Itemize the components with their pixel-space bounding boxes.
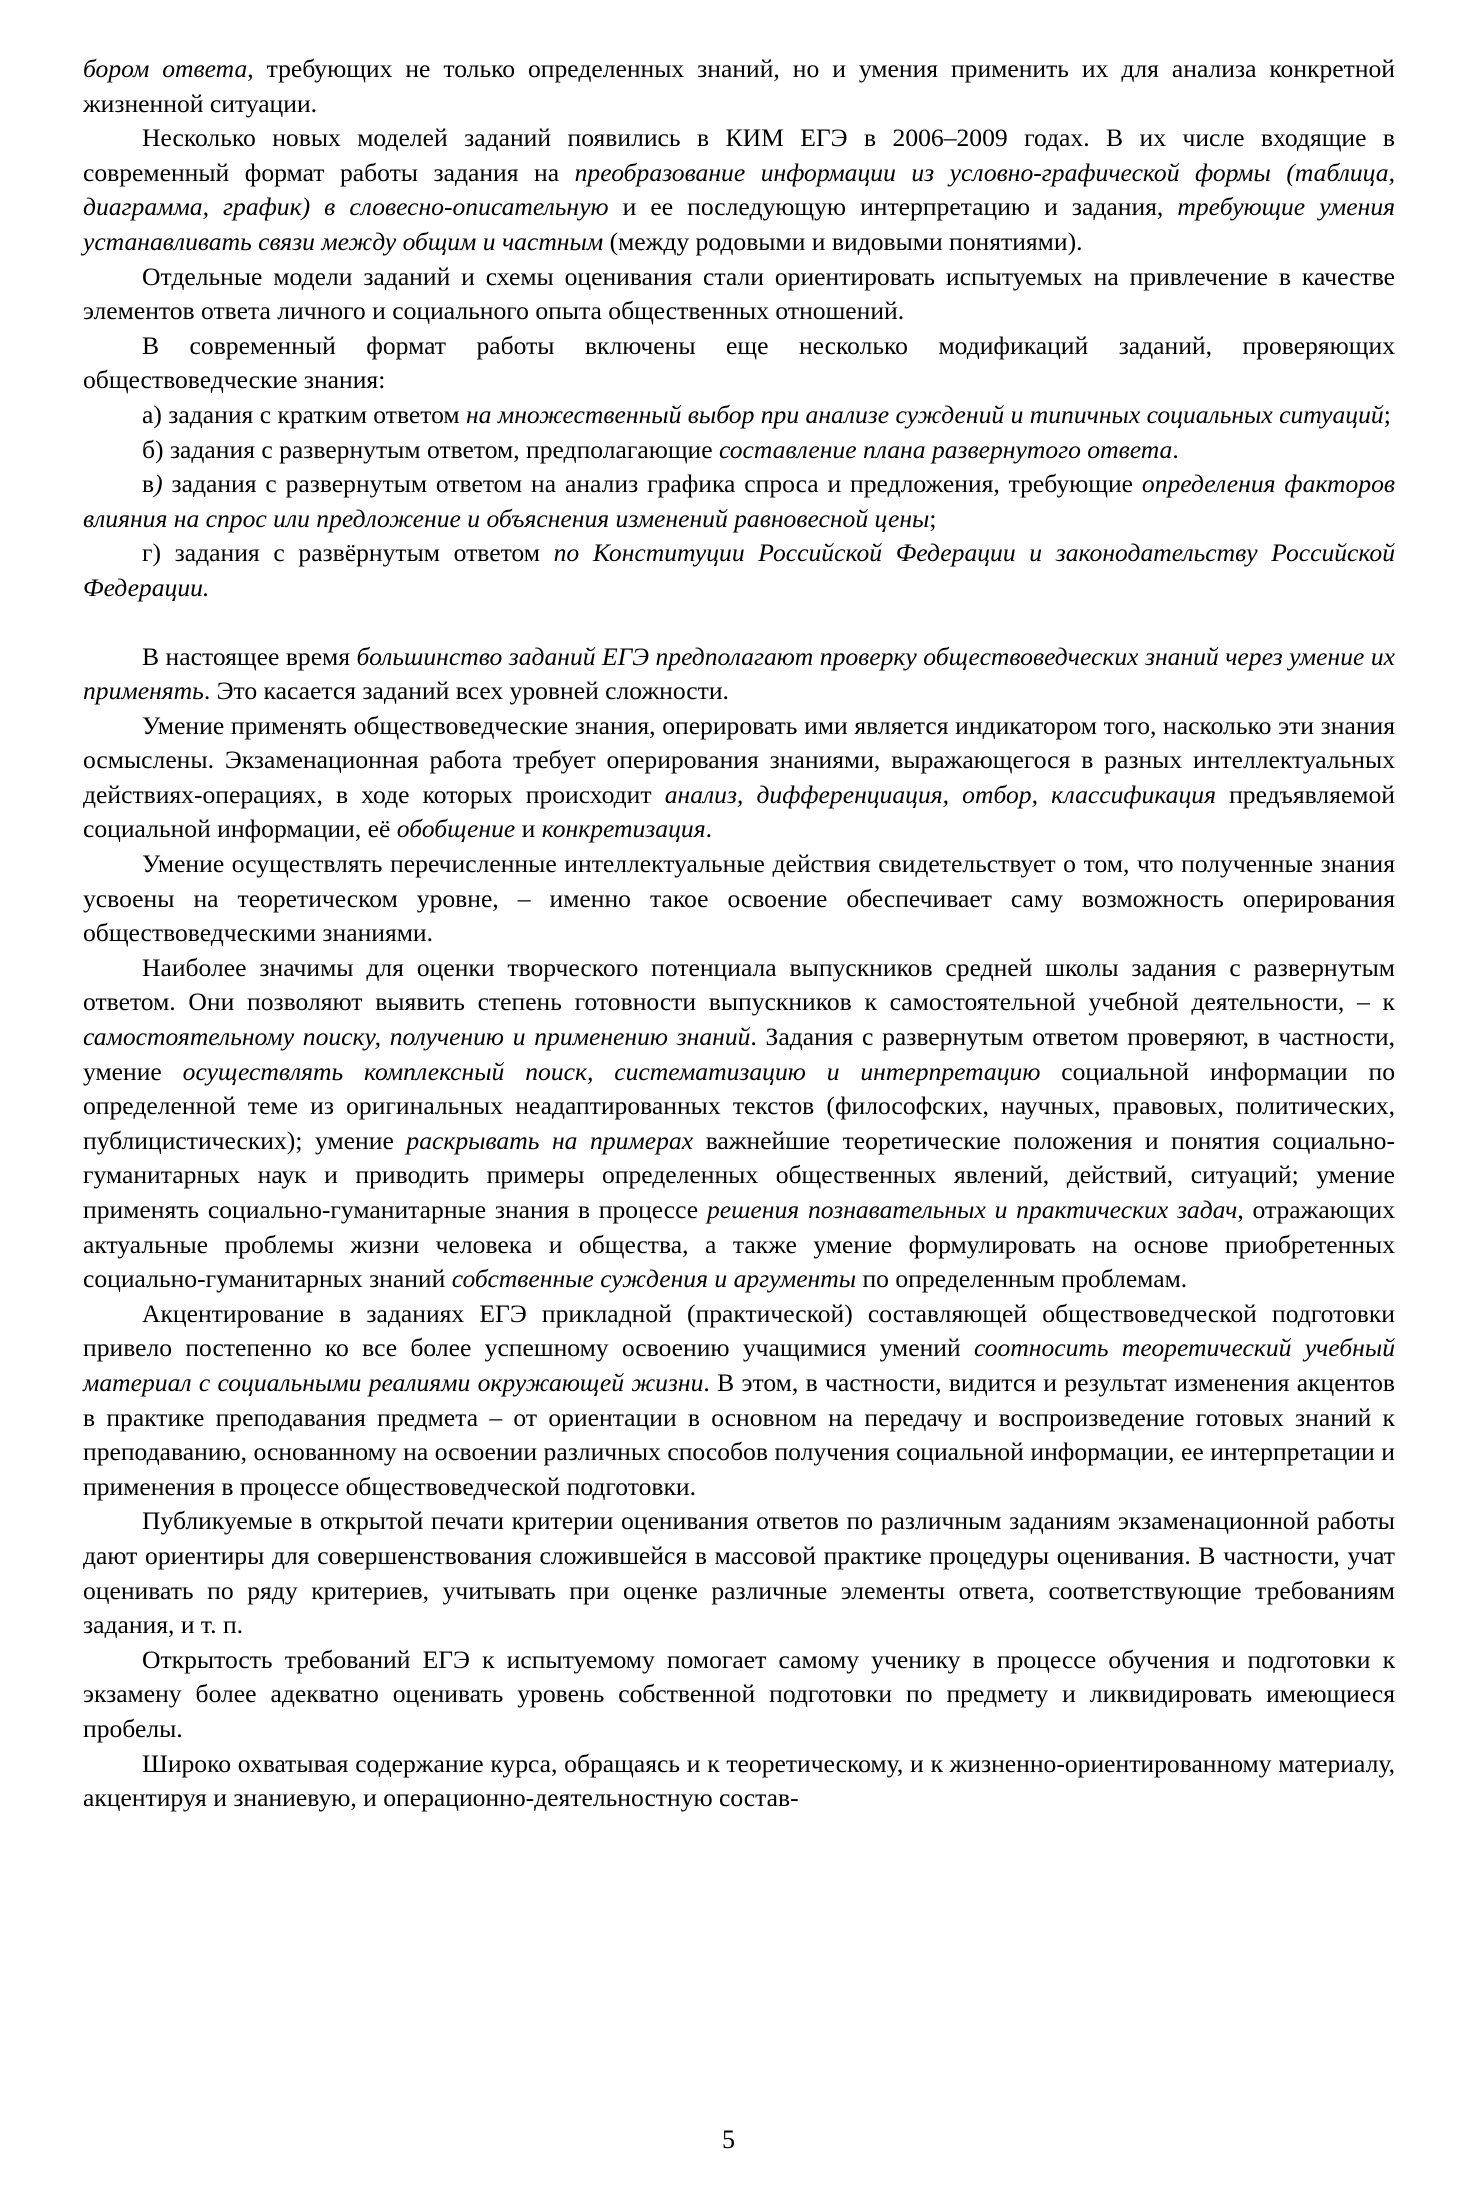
paragraph: [83, 398, 1395, 433]
text-segment: Отдельные модели заданий и схемы оценивания стали ориентировать испытуемых на привлечение в качестве элементов ответа личного и социального опыта общественных отношений.: [83, 261, 1395, 326]
italic-text-segment: на множественный выбор при анализе суждений и типичных социальных ситуаций: [465, 399, 1384, 429]
italic-text-segment: раскрывать на примерах: [406, 1125, 694, 1155]
italic-text-segment: самостоятельному поиску, получению и применению знаний: [83, 1022, 751, 1052]
text-segment: предъявляемой социальной информации, её: [83, 779, 1395, 844]
italic-text-segment: большинство заданий ЕГЭ предполагают проверку обществоведческих знаний через умение их применять: [83, 641, 1395, 706]
text-segment: . Задания с развернутым ответом проверяют, в частности, умение: [83, 1022, 1395, 1086]
paragraph: [83, 1643, 1395, 1747]
paragraph: [83, 536, 1395, 605]
italic-text-segment: требующие умения устанавливать связи между общим и частным: [83, 192, 1396, 256]
italic-text-segment: соотносить теоретический учебный материал с социальными реалиями окружающей жизни: [83, 1333, 1395, 1397]
italic-text-segment: по Конституции Российской Федерации и законодательству Российской Федерации.: [83, 538, 1395, 602]
italic-text-segment: осуществлять комплексный поиск, систематизацию и интерпретацию: [182, 1056, 1041, 1086]
paragraph: [83, 329, 1395, 398]
text-segment: Умение применять обществоведческие знания, оперировать ими является индикатором того, насколько эти знания осмыслены. Экзаменационная работа требует оперирования знаниями, выражающегося в разных интеллектуальных действиях-операциях, в ходе которых происходит: [83, 710, 1395, 809]
text-segment: , отражающих актуальные проблемы жизни человека и общества, а также умение формулировать на основе приобретенных социально-гуманитарных знаний: [83, 1195, 1396, 1294]
text-segment: . Это касается заданий всех уровней сложности.: [203, 676, 729, 706]
text-segment: Несколько новых моделей заданий появились в КИМ ЕГЭ в 2006–2009 годах. В их числе входящие в современный формат работы задания на: [83, 123, 1395, 187]
italic-text-segment: преобразование информации из условно-графической формы (таблица, диаграмма, график) в словесно-описательную: [83, 157, 1395, 222]
italic-text-segment: собственные суждения и аргументы: [451, 1264, 857, 1294]
text-segment: социальной информации по определенной теме из оригинальных неадаптированных текстов (философских, научных, правовых, политических, публицистических); умение: [83, 1056, 1395, 1155]
text-segment: Умение осуществлять перечисленные интеллектуальные действия свидетельствует о том, что полученные знания усвоены на теоретическом уровне, – именно такое освоение обеспечивает саму возможность оперирования обществоведческими знаниями.: [83, 849, 1395, 948]
paragraph: [83, 260, 1395, 329]
document-body: [83, 52, 1395, 1816]
italic-text-segment: решения познавательных и практических задач: [706, 1195, 1238, 1224]
text-segment: В современный формат работы включены еще несколько модификаций заданий, проверяющих обществоведческие знания:: [83, 330, 1395, 395]
text-segment: Акцентирование в заданиях ЕГЭ прикладной (практической) составляющей обществоведческой подготовки привело постепенно ко все более успешному освоению учащимися умений: [83, 1298, 1395, 1363]
text-segment: (между родовыми и видовыми понятиями).: [603, 226, 1083, 256]
paragraph: [83, 467, 1395, 536]
text-segment: и ее последующую интерпретацию и задания,: [608, 192, 1178, 222]
text-segment: ;: [1383, 399, 1391, 429]
text-segment: , требующих не только определенных знаний, но и умения применить их для анализа конкретной жизненной ситуации.: [83, 54, 1396, 118]
italic-text-segment: бором ответа: [83, 54, 248, 83]
page-number: 5: [722, 2125, 735, 2154]
text-segment: В настоящее время: [142, 641, 357, 671]
paragraph: [83, 951, 1395, 1297]
text-segment: ;: [929, 503, 937, 533]
text-segment: Публикуемые в открытой печати критерии оценивания ответов по различным заданиям экзаменационной работы дают ориентиры для совершенствования сложившейся в массовой практике процедуры оценивания. В частности, учат оценивать по ряду критериев, учитывать при оценке различные элементы ответа, соответствующие требованиям задания, и т. п.: [83, 1506, 1395, 1640]
italic-text-segment: конкретизация: [541, 814, 706, 844]
italic-text-segment: анализ, дифференциация, отбор, классификация: [664, 779, 1216, 809]
text-segment: б) задания с развернутым ответом, предполагающие: [142, 434, 719, 464]
italic-text-segment: ): [154, 469, 163, 499]
text-segment: а) задания с кратким ответом: [142, 399, 466, 429]
text-segment: .: [705, 814, 712, 844]
paragraph: [83, 709, 1395, 847]
text-segment: Наиболее значимы для оценки творческого потенциала выпускников средней школы задания с развернутым ответом. Они позволяют выявить степень готовности выпускников к самостоятельной учебной деятельности, – к: [83, 952, 1395, 1017]
italic-text-segment: определения факторов влияния на спрос или предложение и объяснения изменений равновесной цены: [83, 469, 1395, 533]
italic-text-segment: обобщение: [396, 814, 516, 844]
paragraph: [83, 121, 1395, 259]
paragraph: [83, 1297, 1395, 1505]
paragraph: [83, 640, 1395, 709]
text-segment: задания с развернутым ответом на анализ графика спроса и предложения, требующие: [162, 469, 1142, 499]
text-segment: и: [515, 814, 542, 844]
text-segment: по определенным проблемам.: [856, 1264, 1188, 1294]
text-segment: важнейшие теоретические положения и понятия социально-гуманитарных наук и приводить примеры определенных общественных явлений, действий, ситуаций; умение применять социально-гуманитарные знания в процессе: [83, 1125, 1396, 1224]
text-segment: Открытость требований ЕГЭ к испытуемому помогает самому ученику в процессе обучения и подготовки к экзамену более адекватно оценивать уровень собственной подготовки по предмету и ликвидировать имеющиеся пробелы.: [83, 1644, 1395, 1743]
italic-text-segment: составление плана развернутого ответа: [719, 434, 1173, 464]
paragraph: [83, 1504, 1395, 1642]
paragraph: [83, 52, 1395, 121]
text-segment: .: [1172, 434, 1179, 464]
paragraph: [83, 847, 1395, 951]
text-segment: г) задания с развёрнутым ответом: [142, 538, 554, 568]
paragraph: [83, 1747, 1395, 1816]
paragraph: [83, 433, 1395, 468]
text-segment: . В этом, в частности, видится и результат изменения акцентов в практике преподавания предмета – от ориентации в основном на передачу и воспроизведение готовых знаний к преподаванию, основанному на освоении различных способов получения социальной информации, ее интерпретации и применения в процессе обществоведческой подготовки.: [83, 1367, 1396, 1501]
text-segment: в: [142, 469, 155, 499]
text-segment: Широко охватывая содержание курса, обращаясь и к теоретическому, и к жизненно-ориентированному материалу, акцентируя и знаниевую, и операционно-деятельностную состав-: [83, 1748, 1395, 1813]
